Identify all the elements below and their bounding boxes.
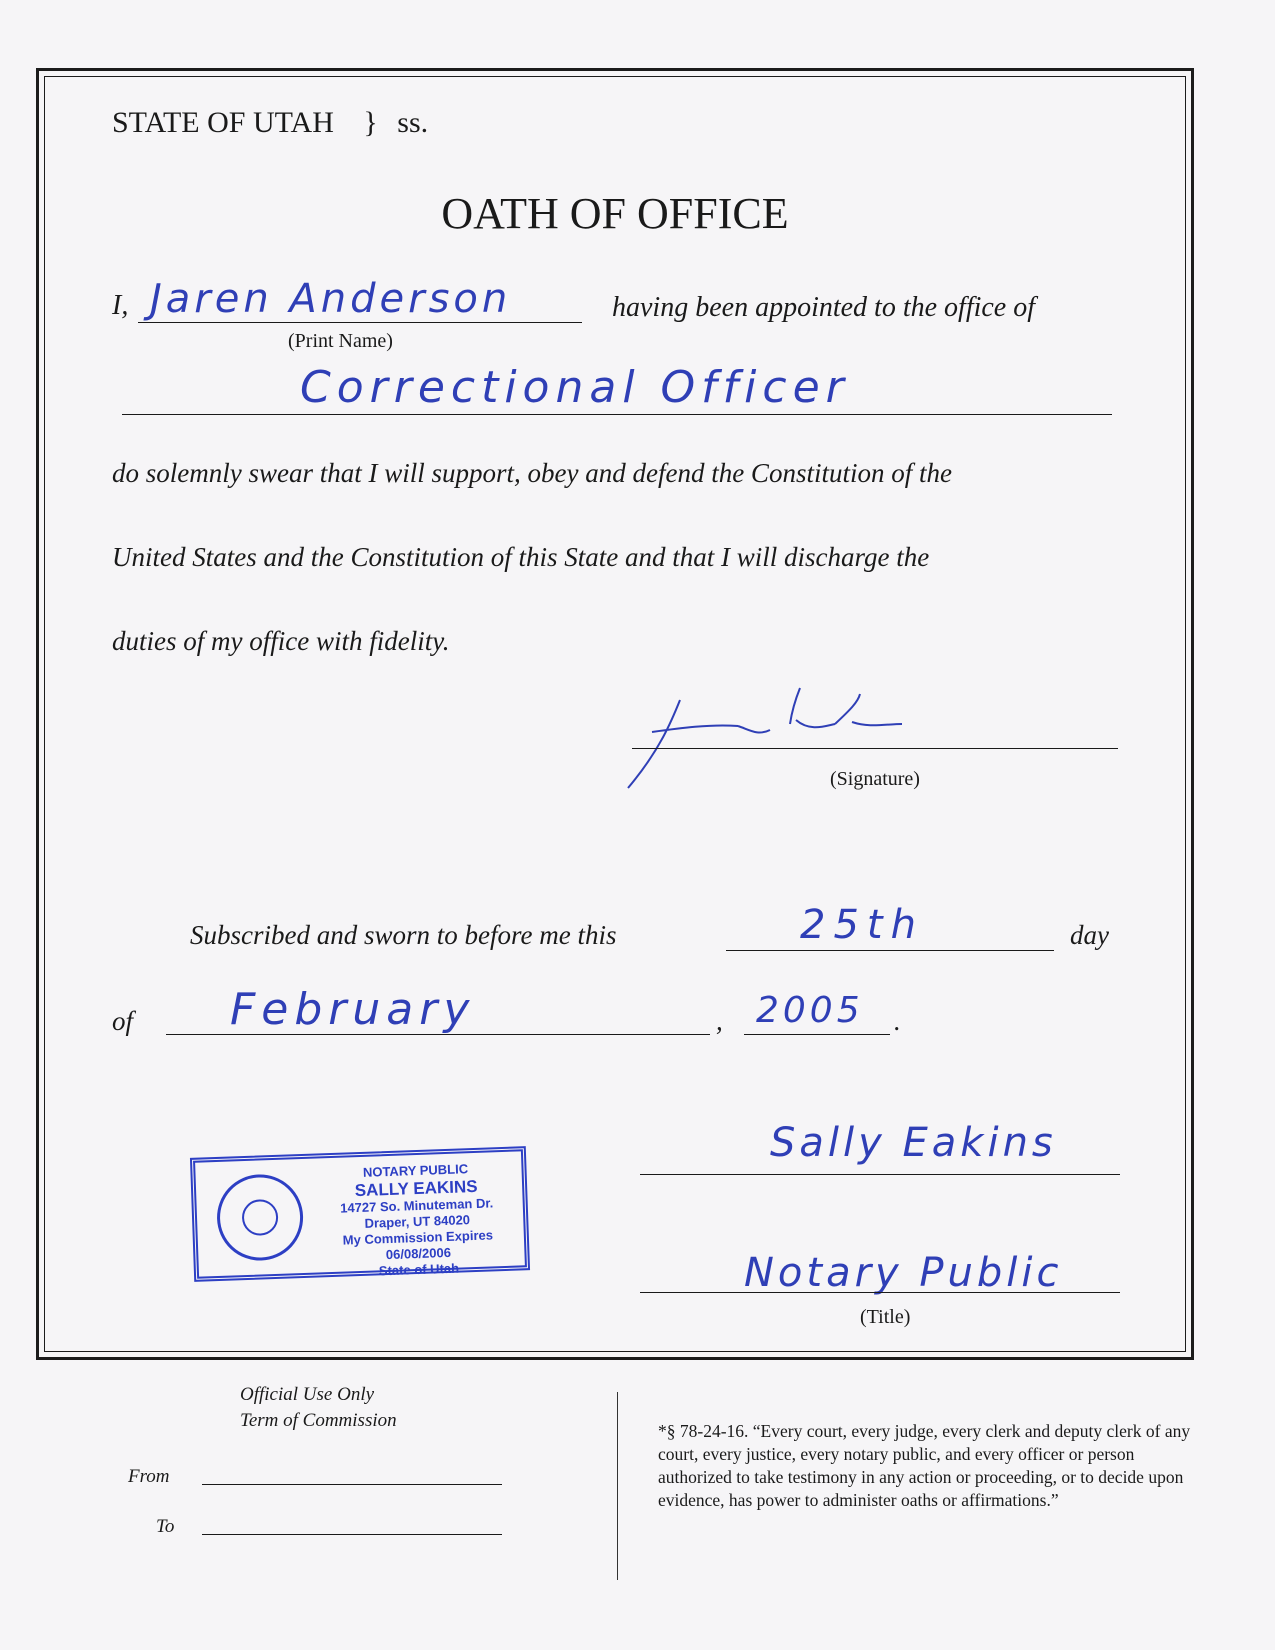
handwritten-day: 25th [800,902,924,948]
stamp-text [307,1159,527,1281]
appointed-text: having been appointed to the office of [612,292,1036,323]
brace: } [363,106,378,139]
state-line [112,106,428,140]
day-line [726,950,1054,951]
footer-divider [617,1392,618,1580]
signature-label: (Signature) [830,768,920,790]
administrator-line [640,1174,1120,1175]
term-of-commission: Term of Commission [240,1410,397,1431]
to-line [202,1534,502,1535]
administrator-signature: Sally Eakins [770,1120,1057,1166]
oath-line-3: duties of my office with fidelity. [112,626,450,656]
page-title: OATH OF OFFICE [441,189,789,238]
handwritten-year: 2005 [756,990,864,1031]
subscribed-text: Subscribed and sworn to before me this [190,920,617,950]
from-line [202,1484,502,1485]
from-label: From [128,1466,170,1487]
day-label: day [1070,920,1109,950]
stamp-line-5: My Commission Expires 06/08/2006 [342,1227,494,1263]
oath-line-1: do solemnly swear that I will support, obey and defend the Constitution of the [112,458,952,488]
title-line [640,1292,1120,1293]
administrator-title: Notary Public [744,1250,1063,1296]
state-name: STATE OF UTAH [112,106,334,139]
handwritten-office: Correctional Officer [300,362,850,413]
period: . [894,1006,901,1036]
title-label: (Title) [860,1306,911,1328]
to-label: To [156,1516,175,1537]
oath-line-2: United States and the Constitution of this State and that I will discharge the [112,542,930,572]
signature-line [632,748,1118,749]
comma: , [716,1006,723,1036]
stamp-line-4: Draper, UT 84020 [364,1212,471,1231]
ss-label: ss. [397,106,429,139]
i-prefix: I, [112,290,129,321]
office-line [122,414,1112,415]
official-use-heading: Official Use Only [240,1384,375,1405]
handwritten-month: February [230,984,476,1035]
year-line [744,1034,890,1035]
notary-stamp [190,1146,530,1282]
stamp-line-1: NOTARY PUBLIC [362,1161,469,1180]
stamp-line-6: State of Utah [378,1260,460,1279]
stamp-line-3: 14727 So. Minuteman Dr. [339,1195,494,1216]
handwritten-name: Jaren Anderson [150,276,512,322]
print-name-label: (Print Name) [288,330,393,352]
statute-footnote: *§ 78-24-16. “Every court, every judge, every clerk and deputy clerk of any court, every justice, every notary public, and every officer or person authorized to take testimony in any action or proceeding, or to decide upon evidence, has power to administer oaths or affirmations.” [658,1421,1191,1510]
stamp-line-2: SALLY EAKINS [354,1176,478,1201]
state-seal-icon [216,1173,305,1262]
name-line [138,322,582,323]
of-label: of [112,1006,134,1036]
